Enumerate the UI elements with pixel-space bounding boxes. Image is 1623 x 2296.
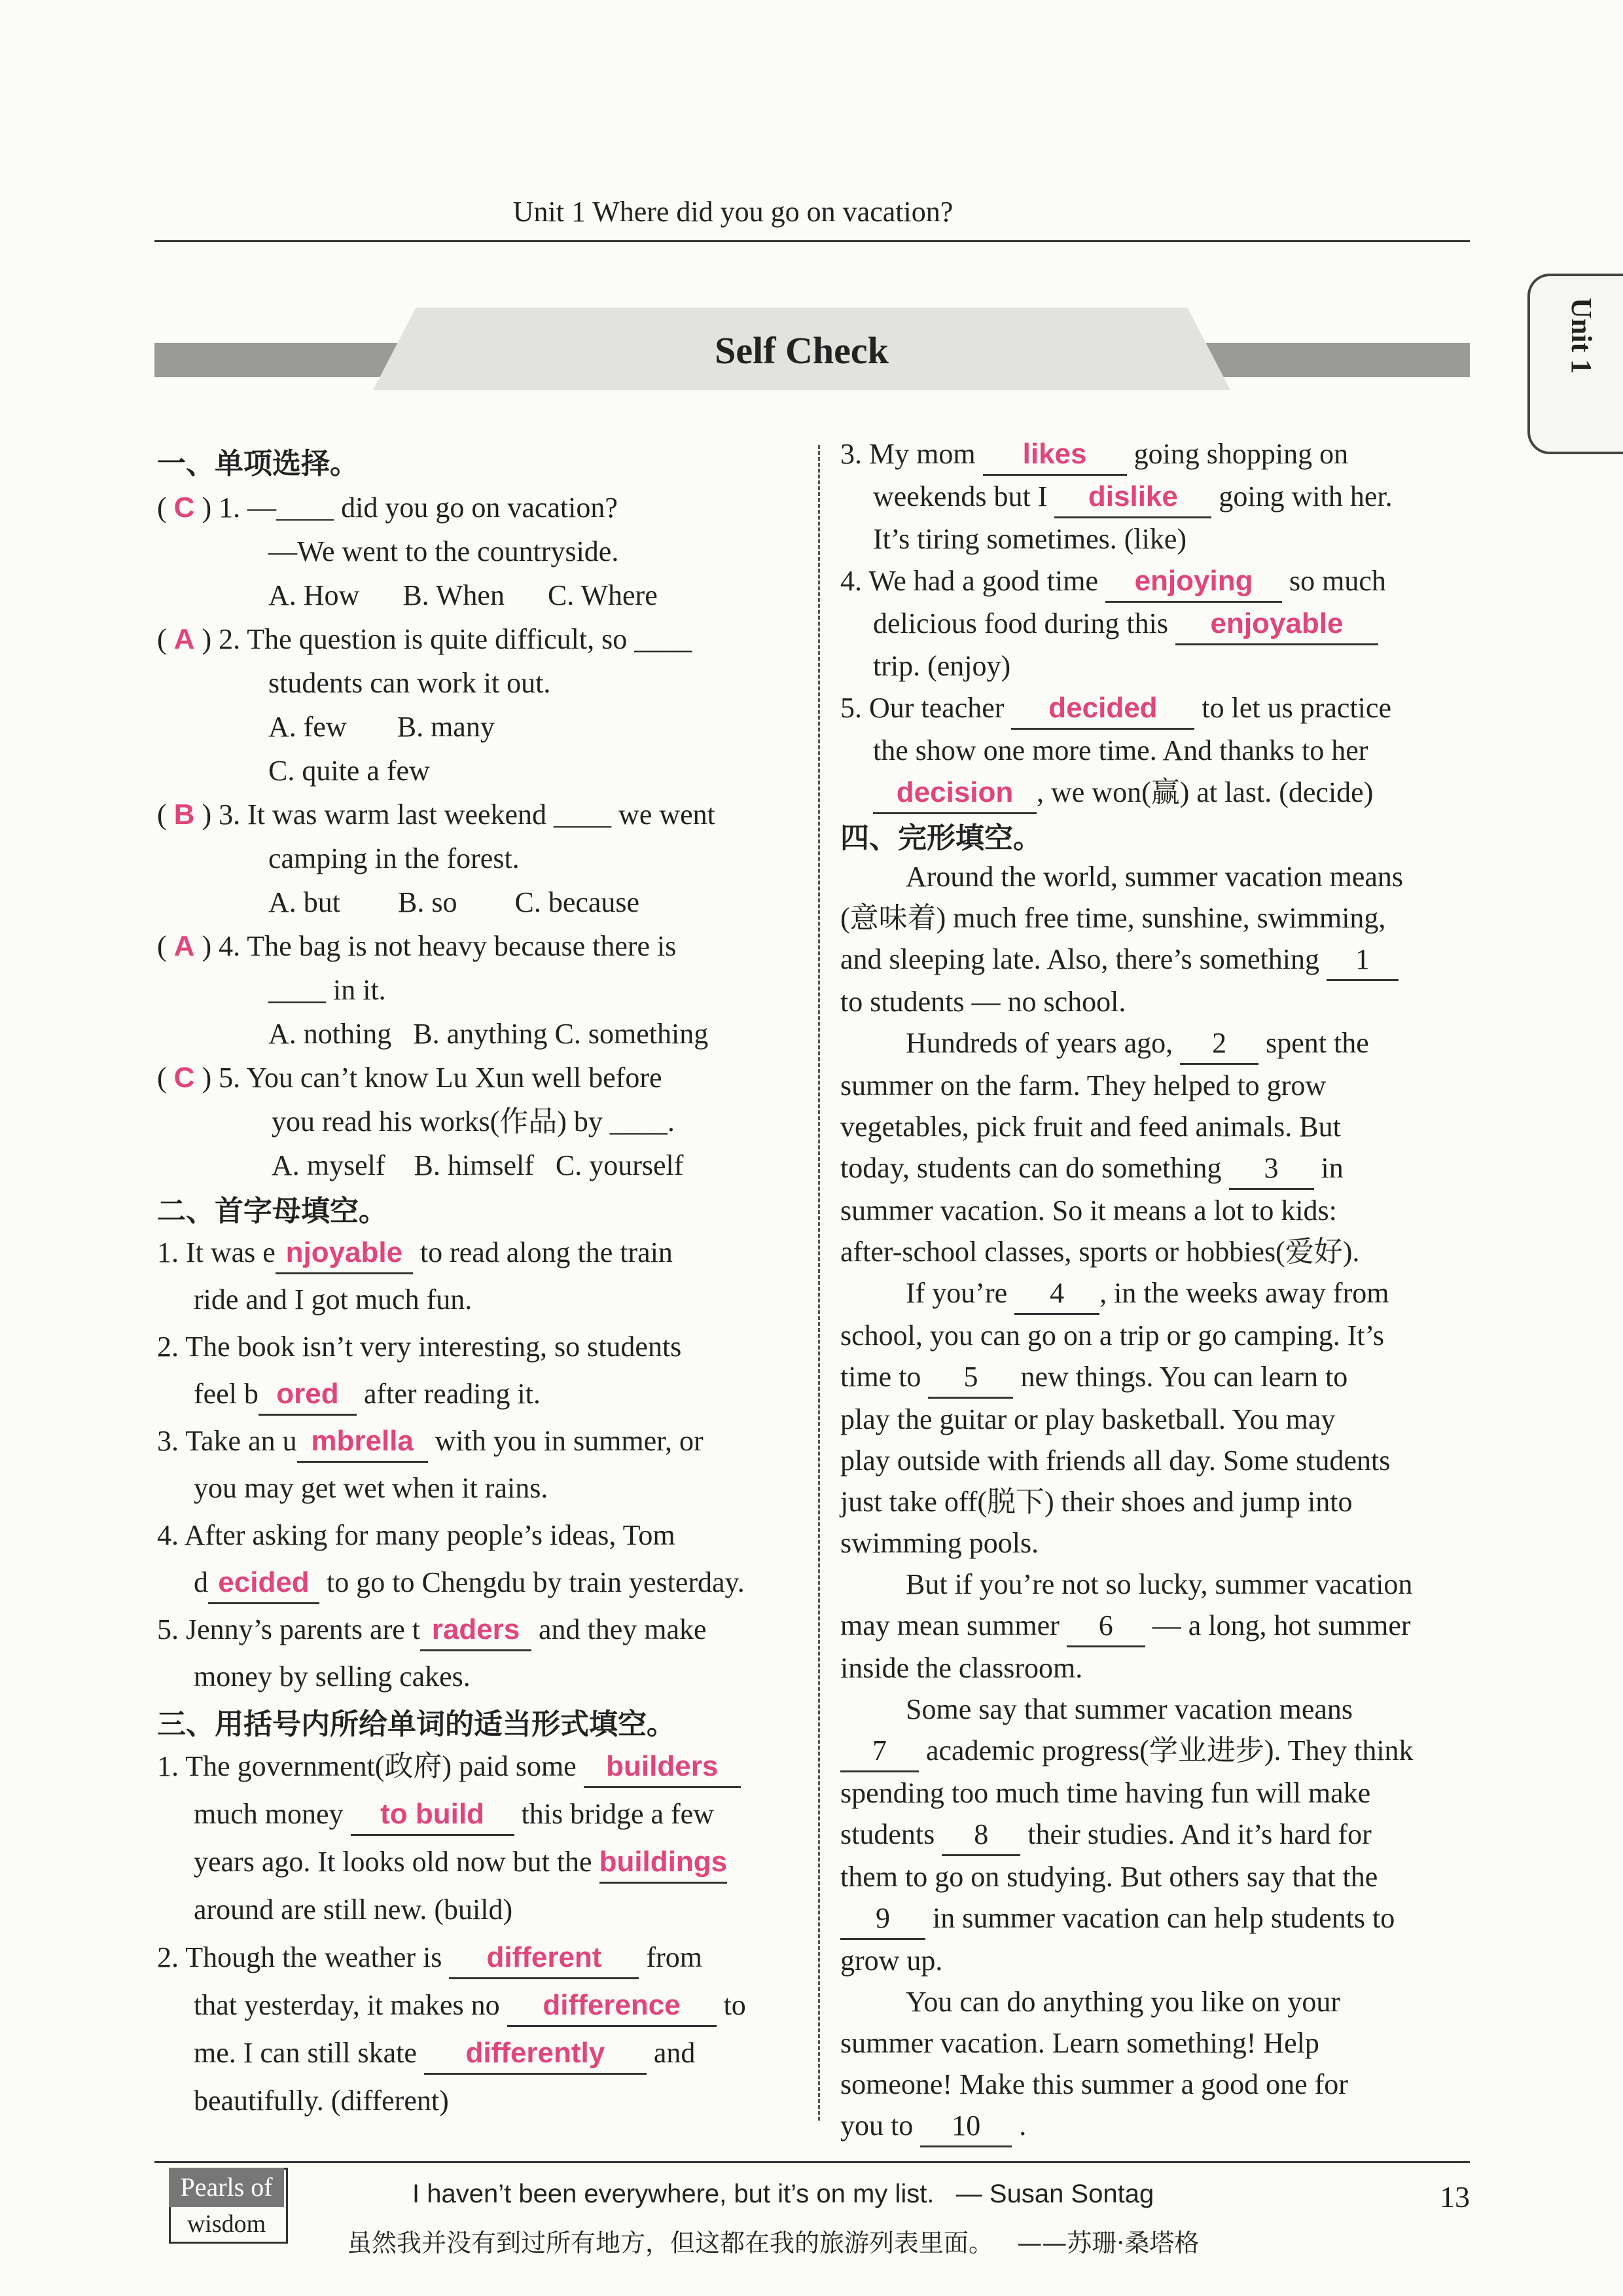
cloze-paragraph-5: Some say that summer vacation means 7 academic progress(学业进步). They think spending too much time having fun will make students 8 their studies. And it’s hard for them to go on studying. But others say that the 9 in summer vacation can help students to grow up. bbox=[840, 1693, 1414, 1977]
banner-bar-right bbox=[1203, 343, 1470, 377]
left-column bbox=[157, 440, 792, 2125]
quote-english: I haven’t been everywhere, but it’s on my list. — Susan Sontag bbox=[412, 2179, 1154, 2208]
mc-answer-3: B bbox=[173, 798, 195, 831]
footer-rule bbox=[154, 2161, 1470, 2163]
initial-fill-4: 4. After asking for many people’s ideas, Tom d ecided to go to Chengdu by train yesterday. bbox=[157, 1512, 792, 1606]
banner-title: Self Check bbox=[715, 329, 889, 372]
pearls-label-top: Pearls of bbox=[169, 2168, 284, 2207]
mc-question-3: ( B ) 3. It was warm last weekend ____ we went camping in the forest. A. but B. so C. because bbox=[157, 798, 715, 918]
cloze-blank-6: 6 bbox=[1067, 1606, 1145, 1647]
mc-question-2: ( A ) 2. The question is quite difficult, so ____ students can work it out. A. few B. many C. quite a few bbox=[157, 623, 692, 787]
mc-answer-2: A bbox=[173, 623, 195, 655]
header-rule bbox=[154, 240, 1470, 242]
initial-fill-1: 1. It was e njoyable to read along the train ride and I got much fun. bbox=[157, 1229, 792, 1323]
cloze-paragraph-3: If you’re 4 , in the weeks away from school, you can go on a trip or go camping. It’s time to 5 new things. You can learn to play the guitar or play basketball. You may play outside with friends all day. Some students just take off(脱下) their shoes and jump into swimming pools. bbox=[840, 1272, 1470, 1564]
cloze-blank-9: 9 bbox=[840, 1899, 925, 1940]
cloze-paragraph-2: Hundreds of years ago, 2 spent the summer on the farm. They helped to grow vegetables, pick fruit and feed animals. But today, students can do something 3 in summer vacation. So it means a lot to kids: after-school classes, sports or hobbies(爱好). bbox=[840, 1022, 1470, 1272]
mc-question-5: ( C ) 5. You can’t know Lu Xun well before you read his works(作品) by ____. A. myself B. himself C. yourself bbox=[157, 1062, 684, 1181]
mc-answer-5: C bbox=[173, 1062, 195, 1094]
quote-chinese: 虽然我并没有到过所有地方，但这都在我的旅游列表里面。 ——苏珊·桑塔格 bbox=[347, 2229, 1200, 2257]
page-header-title: Unit 1 Where did you go on vacation? bbox=[512, 196, 954, 228]
cloze-blank-7: 7 bbox=[840, 1731, 919, 1772]
initial-fill-5: 5. Jenny’s parents are t raders and they make money by selling cakes. bbox=[157, 1606, 792, 1700]
section4-heading: 四、完形填空。 bbox=[840, 821, 1042, 855]
unit-tab-label: Unit 1 bbox=[1565, 298, 1597, 374]
cloze-blank-1: 1 bbox=[1327, 940, 1399, 981]
cloze-blank-5: 5 bbox=[928, 1357, 1013, 1399]
initial-fill-2: 2. The book isn’t very interesting, so students feel b ored after reading it. bbox=[157, 1323, 792, 1418]
mc-answer-1: C bbox=[173, 492, 195, 524]
mc-question-4: ( A ) 4. The bag is not heavy because there is ____ in it. A. nothing B. anything C. something bbox=[157, 930, 709, 1050]
mc-answer-4: A bbox=[173, 930, 195, 962]
word-form-1: 1. The government(政府) paid some builders much money to build this bridge a few years ago. It looks old now but the buildings around are still new. (build) bbox=[157, 1742, 792, 1933]
cloze-blank-10: 10 bbox=[920, 2106, 1012, 2147]
page-number: 13 bbox=[1440, 2180, 1470, 2214]
cloze-blank-3: 3 bbox=[1229, 1149, 1314, 1190]
column-divider bbox=[818, 445, 820, 2121]
word-form-4: 4. We had a good time enjoying so much delicious food during this enjoyable trip. (enjoy) bbox=[840, 560, 1470, 687]
section2-heading: 二、首字母填空。 bbox=[157, 1194, 387, 1228]
initial-fill-3: 3. Take an u mbrella with you in summer, or you may get wet when it rains. bbox=[157, 1418, 792, 1512]
pearls-label-bottom: wisdom bbox=[187, 2210, 266, 2238]
cloze-blank-2: 2 bbox=[1180, 1024, 1258, 1065]
cloze-paragraph-1: Around the world, summer vacation means (意味着) much free time, sunshine, swimming, and sleeping late. Also, there’s something 1 to students — no school. bbox=[840, 861, 1404, 1018]
word-form-5: 5. Our teacher decided to let us practice the show one more time. And thanks to her decision , we won(赢) at last. (decide) bbox=[840, 687, 1470, 814]
cloze-paragraph-6: You can do anything you like on your summer vacation. Learn something! Help someone! Make this summer a good one for you to 10 . bbox=[840, 1981, 1470, 2147]
right-column bbox=[840, 433, 1470, 2147]
word-form-2: 2. Though the weather is different from that yesterday, it makes no difference to me. I can still skate differently and beautifully. (different) bbox=[157, 1933, 792, 2125]
cloze-paragraph-4: But if you’re not so lucky, summer vacation may mean summer 6 — a long, hot summer inside the classroom. bbox=[840, 1568, 1413, 1684]
word-form-3: 3. My mom likes going shopping on weekends but I dislike going with her. It’s tiring sometimes. (like) bbox=[840, 433, 1470, 560]
cloze-blank-4: 4 bbox=[1014, 1274, 1099, 1315]
section1-heading: 一、单项选择。 bbox=[157, 447, 359, 480]
mc-question-1: ( C ) 1. —____ did you go on vacation? —We went to the countryside. A. How B. When C. Where bbox=[157, 492, 658, 611]
section3-heading: 三、用括号内所给单词的适当形式填空。 bbox=[157, 1708, 675, 1741]
cloze-blank-8: 8 bbox=[942, 1815, 1020, 1856]
